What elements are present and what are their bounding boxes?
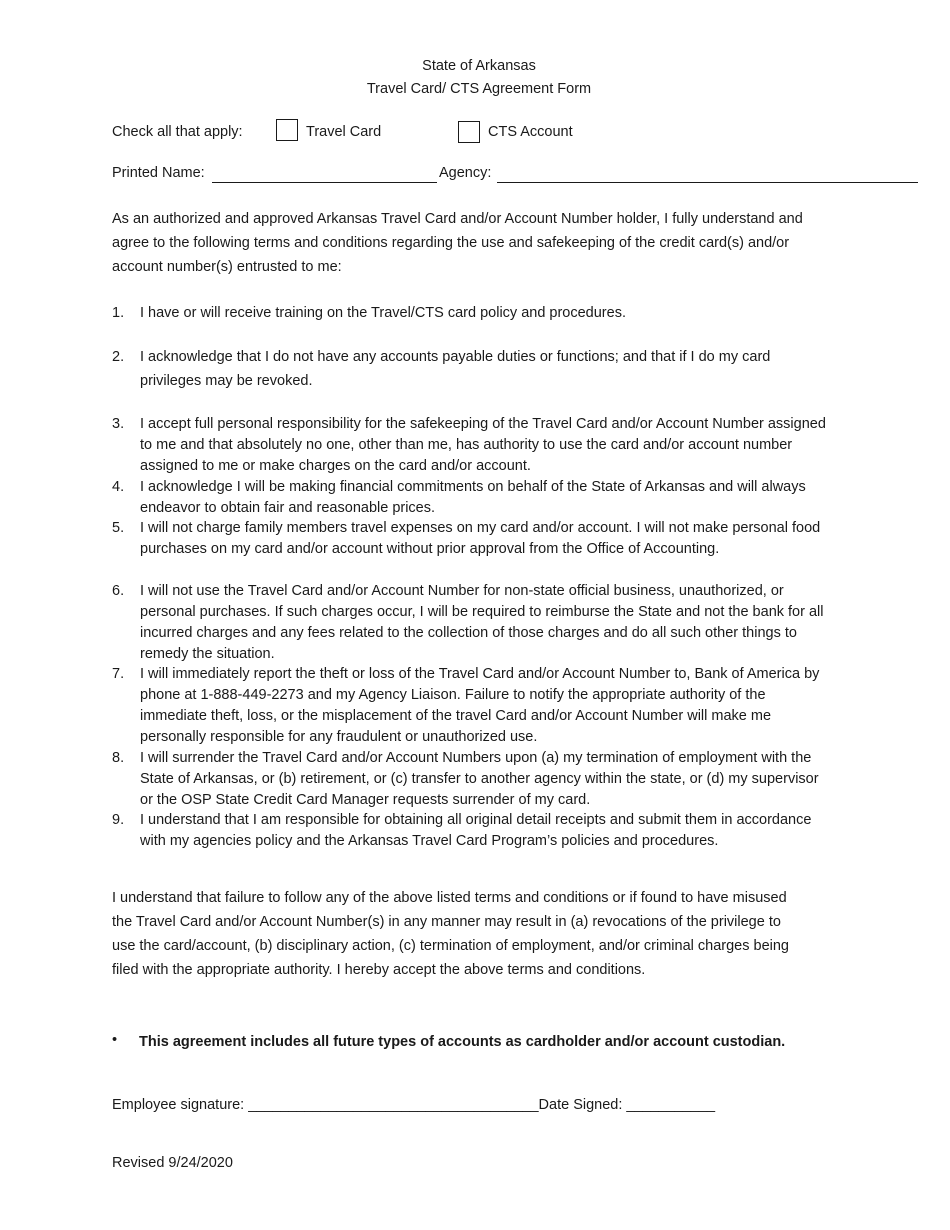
term-text: I acknowledge that I do not have any accounts payable duties or functions; and that if I do my card privileges may be revoked.	[140, 349, 771, 389]
agency-label: Agency:	[439, 165, 492, 181]
term-text: I have or will receive training on the Travel/CTS card policy and procedures.	[140, 305, 626, 321]
printed-name-field[interactable]	[212, 170, 437, 183]
date-signed-field[interactable]: ___________	[626, 1097, 716, 1113]
term-text: I will immediately report the theft or loss of the Travel Card and/or Account Number to, Bank of America by phone at 1-888-449-2273 and my Agency Liaison. Failure to notify the appropriate authority of the immediate theft, loss, or the misplacement of the travel Card and/or Account Number will make me personally responsible for any fraudulent or unauthorized use.	[140, 666, 820, 745]
term-number: 9.	[112, 812, 125, 828]
agreement-note: This agreement includes all future types of accounts as cardholder and/or account custodian.	[139, 1034, 786, 1050]
term-text: I will surrender the Travel Card and/or Account Numbers upon (a) my termination of employment with the State of Arkansas, or (b) retirement, or (c) transfer to another agency within the state, or (d) my supervisor or the OSP State Credit Card Manager requests surrender of my card.	[140, 750, 819, 808]
check-all-label: Check all that apply:	[112, 124, 243, 140]
employee-signature-label: Employee signature:	[112, 1097, 245, 1113]
term-text: I acknowledge I will be making financial commitments on behalf of the State of Arkansas and will always endeavor to obtain fair and reasonable prices.	[140, 479, 806, 516]
printed-name-label: Printed Name:	[112, 165, 205, 181]
signature-row	[112, 1097, 715, 1113]
agency-field[interactable]	[497, 170, 918, 183]
term-number: 7.	[112, 666, 125, 682]
date-signed-label: Date Signed:	[538, 1097, 623, 1113]
term-text: I will not use the Travel Card and/or Account Number for non-state official business, unauthorized, or personal purchases. If such charges occur, I will be required to reimburse the State and not the bank for all incurred charges and any fees related to the collection of those charges and do all such other things to remedy the situation.	[140, 583, 824, 662]
bullet-symbol: •	[112, 1032, 118, 1048]
term-text: I accept full personal responsibility for the safekeeping of the Travel Card and/or Account Number assigned to me and that absolutely no one, other than me, has authority to use the card and/or account number assigned to me or make charges on the card and/or account.	[140, 416, 826, 474]
term-text: I understand that I am responsible for obtaining all original detail receipts and submit them in accordance with my agencies policy and the Arkansas Travel Card Program’s policies and procedures.	[140, 812, 812, 849]
travel-card-checkbox[interactable]	[276, 119, 298, 141]
revised-date: Revised 9/24/2020	[112, 1155, 233, 1171]
form-title: Travel Card/ CTS Agreement Form	[366, 81, 592, 97]
cts-account-checkbox[interactable]	[458, 121, 480, 143]
term-number: 8.	[112, 750, 125, 766]
term-text: I will not charge family members travel expenses on my card and/or account. I will not make personal food purchases on my card and/or account without prior approval from the Office of Accounting.	[140, 520, 821, 557]
employee-signature-field[interactable]: ____________________________________	[248, 1097, 539, 1113]
closing-paragraph: I understand that failure to follow any of the above listed terms and conditions or if found to have misused the Travel Card and/or Account Number(s) in any manner may result in (a) revocations of the privilege to use the card/account, (b) disciplinary action, (c) termination of employment, and/or criminal charges being filed with the appropriate authority. I hereby accept the above terms and conditions.	[112, 890, 789, 978]
term-number: 6.	[112, 583, 125, 599]
term-number: 4.	[112, 479, 125, 495]
form-header-state: State of Arkansas	[422, 58, 536, 74]
term-number: 2.	[112, 349, 125, 365]
term-number: 1.	[112, 305, 125, 321]
term-number: 3.	[112, 416, 125, 432]
travel-card-label: Travel Card	[306, 124, 382, 140]
term-number: 5.	[112, 520, 125, 536]
intro-paragraph: As an authorized and approved Arkansas Travel Card and/or Account Number holder, I fully understand and agree to the following terms and conditions regarding the use and safekeeping of the credit card(s) and/or account number(s) entrusted to me:	[112, 211, 803, 275]
cts-account-label: CTS Account	[488, 124, 573, 140]
